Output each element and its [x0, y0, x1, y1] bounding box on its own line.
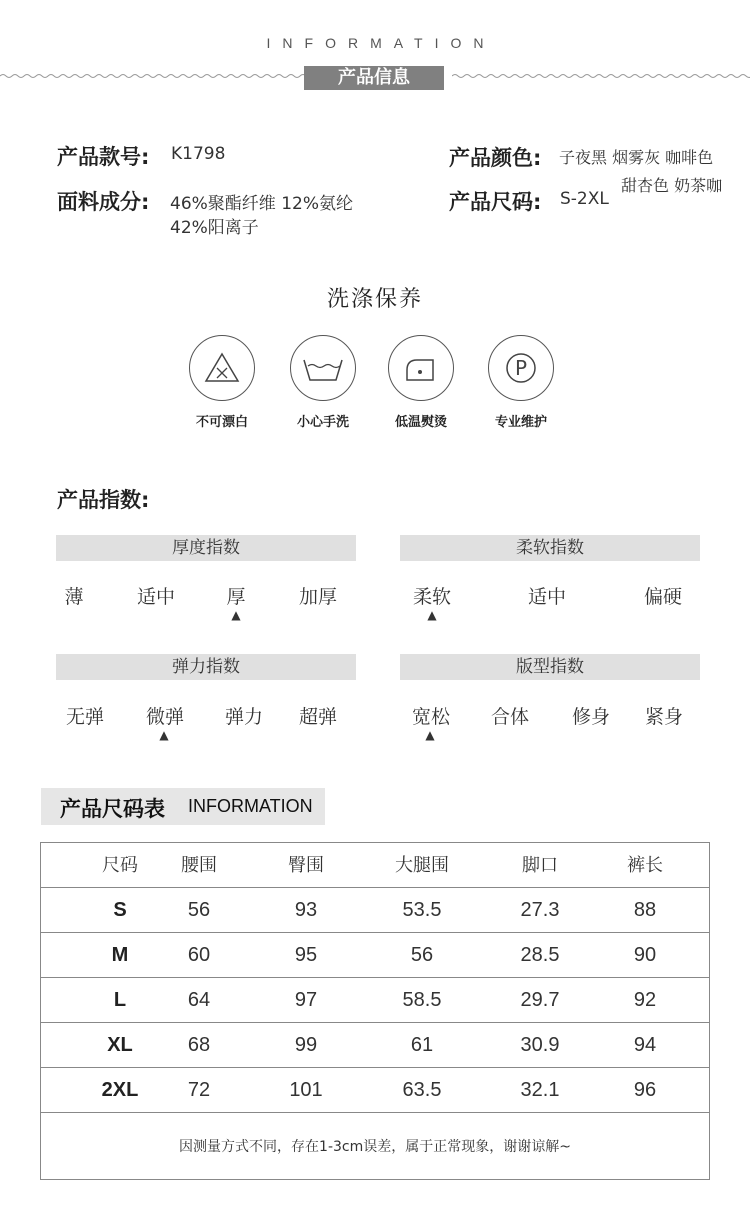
size-label: 产品尺码:	[449, 190, 542, 214]
table-cell: 88	[633, 899, 657, 921]
table-cell: 68	[187, 1034, 211, 1056]
elasticity-option: 弹力	[224, 706, 263, 728]
care-label: 专业维护	[494, 415, 547, 430]
table-row	[41, 978, 709, 1023]
size-table-header	[41, 788, 325, 825]
care-item-hand-wash	[278, 335, 368, 430]
product-index-title: 产品指数:	[57, 488, 150, 512]
professional-care-icon	[488, 335, 554, 401]
care-item-no-bleach	[177, 335, 267, 430]
right-wave-divider	[452, 73, 750, 79]
table-cell: 90	[633, 944, 657, 966]
table-cell: 63.5	[402, 1079, 442, 1101]
table-cell: S	[113, 899, 127, 921]
measurement-note: 因测量方式不同，存在1-3cm误差，属于正常现象，谢谢谅解~	[179, 1139, 571, 1155]
table-cell: 56	[410, 944, 434, 966]
fabric-composition-line1: 46%聚酯纤维 12%氨纶	[170, 194, 353, 214]
thickness-option: 加厚	[298, 586, 337, 608]
table-cell: 28.5	[520, 944, 560, 966]
size-table-title: 产品尺码表	[60, 797, 165, 821]
fit-index-bar: 版型指数	[400, 654, 700, 680]
table-cell: 32.1	[520, 1079, 560, 1101]
table-cell: 94	[633, 1034, 657, 1056]
table-cell: 29.7	[520, 989, 560, 1011]
elasticity-index-bar: 弹力指数	[56, 654, 356, 680]
table-cell: 95	[294, 944, 318, 966]
size-table	[40, 842, 710, 1180]
table-cell: 92	[633, 989, 657, 1011]
no-bleach-icon	[189, 335, 255, 401]
fabric-composition-line2: 42%阳离子	[170, 218, 259, 238]
table-row	[41, 1023, 709, 1068]
low-iron-icon	[388, 335, 454, 401]
fit-option: 修身	[571, 706, 610, 728]
table-cell: 53.5	[402, 899, 442, 921]
table-cell: XL	[107, 1034, 133, 1056]
fit-option: 合体	[490, 706, 529, 728]
table-cell: M	[111, 944, 129, 966]
softness-option: 偏硬	[643, 586, 682, 608]
care-label: 低温熨烫	[394, 415, 447, 430]
column-header: 裤长	[627, 855, 663, 876]
selected-marker-icon: ▲	[159, 728, 169, 742]
selected-marker-icon: ▲	[427, 608, 437, 622]
table-cell: 93	[294, 899, 318, 921]
softness-index-bar: 柔软指数	[400, 535, 700, 561]
elasticity-option: 超弹	[298, 706, 337, 728]
column-header: 臀围	[288, 855, 324, 876]
table-row	[41, 1068, 709, 1113]
table-cell: 2XL	[101, 1079, 139, 1101]
table-cell: 99	[294, 1034, 318, 1056]
column-header: 大腿围	[395, 855, 449, 876]
softness-option: 适中	[527, 586, 566, 608]
care-item-low-iron	[376, 335, 466, 430]
elasticity-option-selected: 微弹	[145, 706, 184, 728]
information-heading: INFORMATION	[266, 35, 496, 51]
size-table-subtitle: INFORMATION	[188, 796, 313, 816]
table-cell: 27.3	[520, 899, 560, 921]
selected-marker-icon: ▲	[231, 608, 241, 622]
thickness-option: 适中	[136, 586, 175, 608]
fabric-label: 面料成分:	[57, 190, 150, 214]
thickness-option-selected: 厚	[226, 586, 246, 608]
column-header: 尺码	[102, 855, 138, 876]
svg-text:P: P	[514, 356, 528, 380]
table-cell: 56	[187, 899, 211, 921]
style-number-value: K1798	[171, 144, 226, 164]
elasticity-option: 无弹	[65, 706, 104, 728]
table-cell: 97	[294, 989, 318, 1011]
thickness-option: 薄	[64, 586, 84, 608]
table-cell: 96	[633, 1079, 657, 1101]
color-label: 产品颜色:	[449, 146, 542, 170]
table-cell: 61	[410, 1034, 434, 1056]
table-cell: 101	[289, 1079, 323, 1101]
table-cell: 30.9	[520, 1034, 560, 1056]
fit-option: 紧身	[644, 706, 683, 728]
care-label: 小心手洗	[296, 415, 349, 430]
care-label: 不可漂白	[195, 415, 248, 430]
table-row	[41, 888, 709, 933]
column-header: 腰围	[181, 855, 217, 876]
style-number-label: 产品款号:	[57, 145, 150, 169]
care-title: 洗涤保养	[326, 287, 423, 312]
thickness-index-bar: 厚度指数	[56, 535, 356, 561]
selected-marker-icon: ▲	[425, 728, 435, 742]
care-item-professional	[476, 335, 566, 430]
hand-wash-icon	[290, 335, 356, 401]
left-wave-divider	[0, 73, 304, 79]
table-cell: L	[113, 989, 127, 1011]
table-row	[41, 933, 709, 978]
fit-option-selected: 宽松	[411, 706, 450, 728]
table-cell: 60	[187, 944, 211, 966]
color-options-line1: 子夜黑 烟雾灰 咖啡色	[559, 148, 714, 167]
table-cell: 64	[187, 989, 211, 1011]
table-cell: 72	[187, 1079, 211, 1101]
column-header: 脚口	[522, 855, 558, 876]
softness-option-selected: 柔软	[412, 586, 451, 608]
product-info-banner: 产品信息	[304, 66, 444, 90]
size-range-value: S-2XL	[560, 189, 609, 209]
color-options-line2: 甜杏色 奶茶咖	[621, 176, 723, 195]
table-cell: 58.5	[402, 989, 442, 1011]
table-header-row	[41, 843, 709, 888]
